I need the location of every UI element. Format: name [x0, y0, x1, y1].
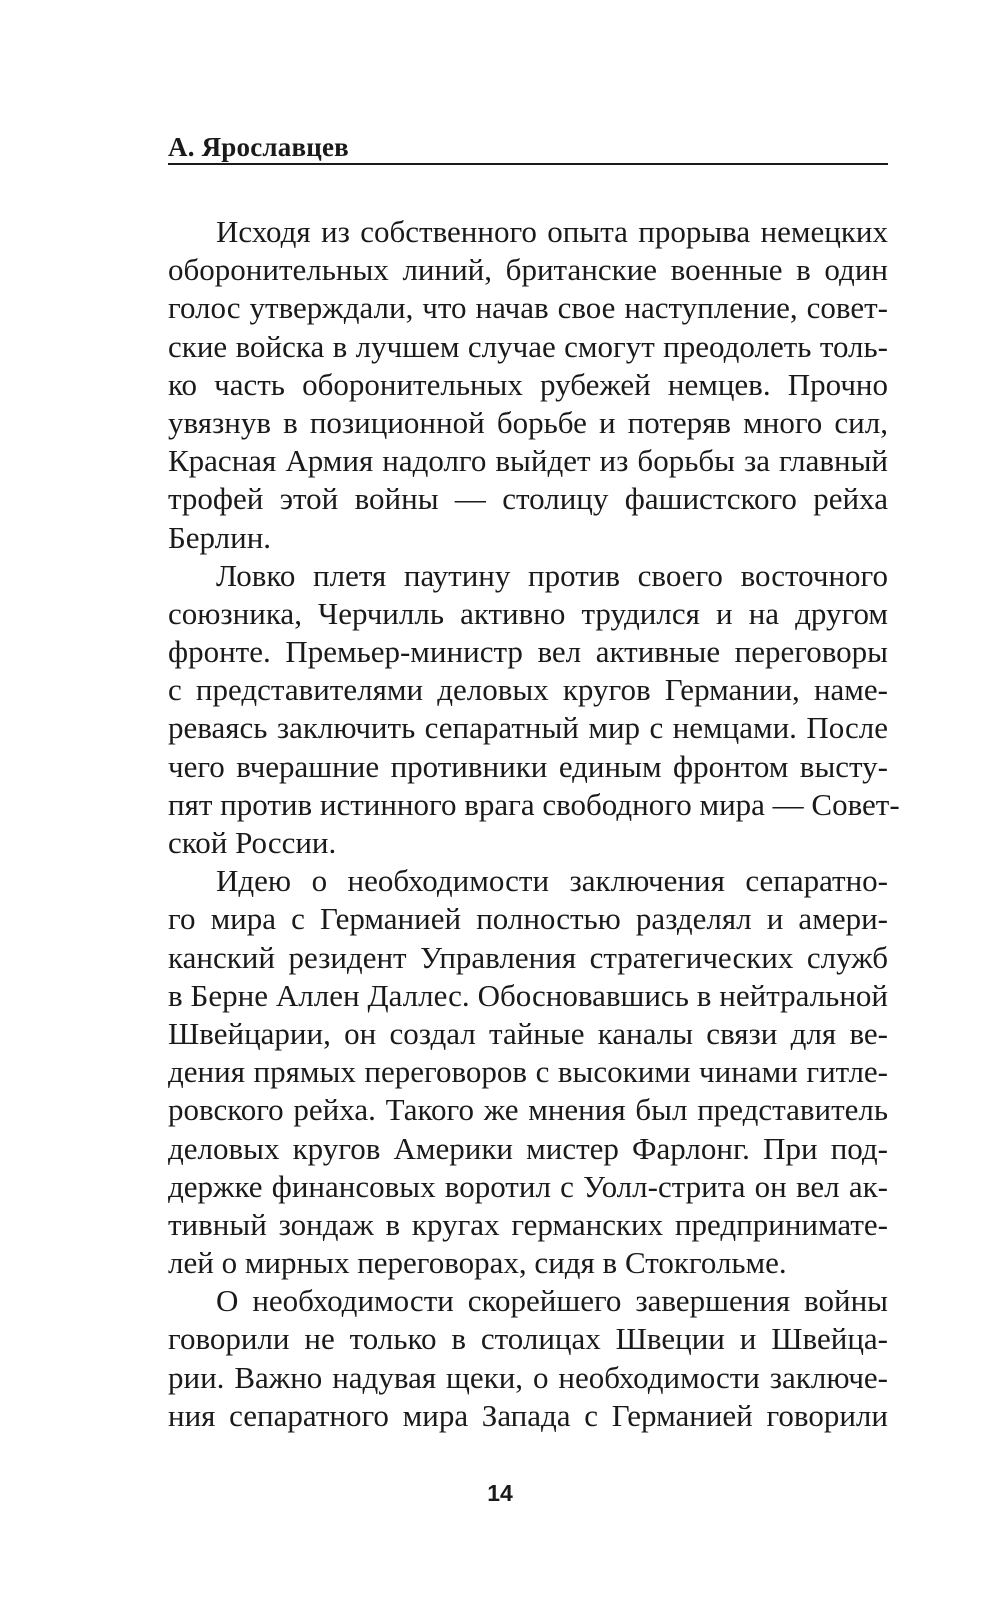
body-text — [168, 213, 900, 1435]
text-line: ской России. — [168, 825, 337, 860]
text-line: Исходя из собственного опыта прорыва немецких — [216, 214, 888, 249]
text-line: увязнув в позиционной борьбе и потеряв много сил, — [168, 404, 888, 440]
text-line: реваясь заключить сепаратный мир с немцами. После — [168, 710, 888, 746]
text-line: ровского рейха. Такого же мнения был представитель — [168, 1092, 888, 1128]
text-line: Идею о необходимости заключения сепаратно- — [216, 863, 888, 899]
text-line: канский резидент Управления стратегических служб — [168, 939, 888, 975]
text-line: с представителями деловых кругов Германии, наме- — [168, 672, 888, 708]
text-line: тивный зондаж в кругах германских предпринимате- — [168, 1206, 888, 1242]
text-line: фронте. Премьер-министр вел активные переговоры — [168, 634, 888, 670]
text-line: говорили не только в столицах Швеции и Швейца- — [168, 1321, 888, 1357]
text-line: Ловко плетя паутину против своего восточного — [216, 557, 888, 593]
page-number: 14 — [487, 1480, 513, 1506]
text-line: дения прямых переговоров с высокими чинами гитле- — [168, 1054, 888, 1090]
text-line: держке финансовых воротил с Уолл-стрита он вел ак- — [168, 1168, 888, 1204]
text-line: ния сепаратного мира Запада с Германией говорили — [168, 1397, 888, 1433]
text-line: трофей этой войны — столицу фашистского рейха — [168, 481, 888, 517]
text-line: Швейцарии, он создал тайные каналы связи для ве- — [168, 1015, 888, 1051]
text-line: Берлин. — [168, 519, 272, 555]
text-line: союзника, Черчилль активно трудился и на другом — [168, 595, 888, 631]
text-line: О необходимости скорейшего завершения войны — [216, 1283, 888, 1319]
text-line: лей о мирных переговорах, сидя в Стокгольме. — [168, 1245, 787, 1281]
text-line: ко часть оборонительных рубежей немцев. Прочно — [168, 366, 888, 402]
text-line: Красная Армия надолго выйдет из борьбы за главный — [168, 443, 888, 479]
text-line: в Берне Аллен Даллес. Обосновавшись в нейтральной — [168, 977, 888, 1013]
text-line: го мира с Германией полностью разделял и амери- — [168, 901, 888, 937]
text-line: оборонительных линий, британские военные в один — [168, 252, 888, 288]
header-rule — [168, 163, 888, 165]
text-line: чего вчерашние противники единым фронтом высту- — [168, 748, 888, 784]
text-line: ские войска в лучшем случае смогут преодолеть толь- — [168, 328, 888, 364]
running-title: А. Ярославцев — [168, 132, 349, 162]
text-line: голос утверждали, что начав свое наступление, совет- — [168, 290, 888, 326]
text-line: деловых кругов Америки мистер Фарлонг. При под- — [168, 1130, 888, 1166]
text-line: пят против истинного врага свободного мира — Совет- — [168, 786, 900, 822]
text-line: рии. Важно надувая щеки, о необходимости заключе- — [168, 1359, 888, 1395]
